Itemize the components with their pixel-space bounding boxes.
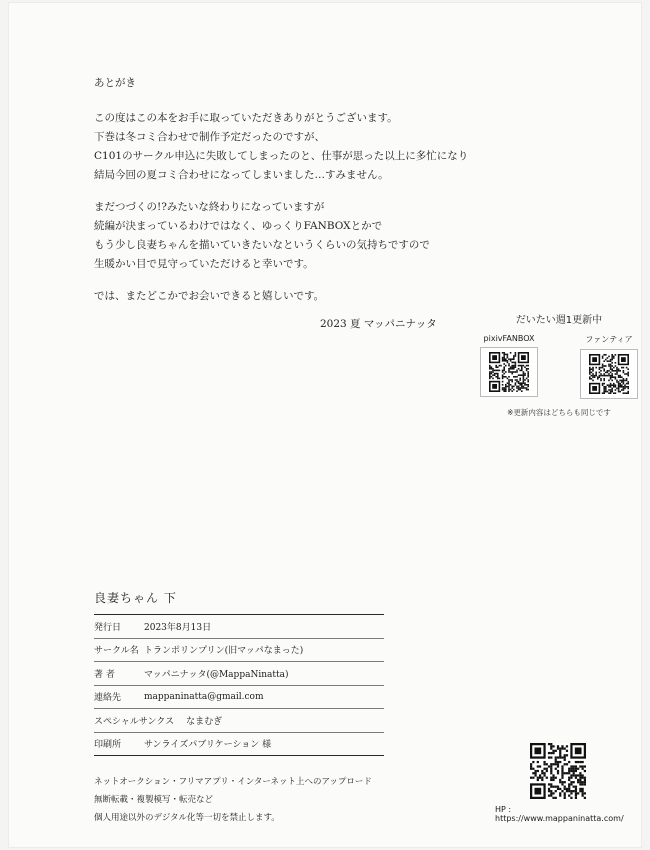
afterword-heading: あとがき [94, 77, 136, 89]
afterword-line: まだつづくの!?みたいな終わりになっていますが [94, 201, 325, 213]
colophon-value: 2023年8月13日 [144, 622, 212, 633]
colophon-key: 著 者 [94, 669, 115, 680]
notice-line: 無断転載・複製模写・転売など [94, 795, 214, 805]
colophon-row-contact [94, 686, 384, 710]
afterword-signature: 2023 夏 マッパニナッタ [320, 318, 437, 330]
promo-pixivfanbox [474, 334, 544, 399]
afterword-paragraph-2 [94, 198, 514, 274]
colophon-key: スペシャルサンクス [94, 716, 175, 727]
afterword-line: 続編が決まっているわけではなく、ゆっくりFANBOXとかで [94, 220, 383, 232]
colophon-row-author [94, 662, 384, 686]
promo-fantia [574, 334, 644, 399]
colophon-value: なまむぎ [186, 716, 223, 727]
notice-line: ネットオークション・フリマアプリ・インターネット上へのアップロード [94, 777, 372, 787]
colophon-title: 良妻ちゃん 下 [94, 591, 177, 605]
colophon-table [94, 614, 384, 756]
contact-email[interactable]: mappaninatta@gmail.com [144, 691, 264, 702]
pixivfanbox-qr-link[interactable] [480, 347, 538, 397]
colophon-row-thanks [94, 709, 384, 733]
promo-title: だいたい週1更新中 [515, 315, 603, 326]
promo-label-pixivfanbox: pixivFANBOX [483, 334, 535, 343]
afterword-paragraph-1 [94, 109, 514, 185]
fantia-qr-link[interactable] [580, 349, 638, 399]
afterword-line: では、またどこかでお会いできると嬉しいです。 [94, 290, 325, 302]
promo-note: ※更新内容はどちらも同じです [507, 408, 611, 417]
website-url[interactable]: HP : https://www.mappaninatta.com/ [495, 805, 624, 823]
qr-code-icon[interactable] [530, 743, 586, 799]
afterword-line: 結局今回の夏コミ合わせになってしまいました…すみません。 [94, 169, 389, 181]
copyright-notice [94, 773, 372, 827]
afterword-line: 生暖かい目で見守っていただけると幸いです。 [94, 258, 314, 270]
qr-code-icon [589, 354, 629, 394]
afterword-line: もう少し良妻ちゃんを描いていきたいなというくらいの気持ちですので [94, 239, 430, 251]
colophon-key: サークル名 [94, 646, 139, 657]
colophon-value: サンライズパブリケーション 様 [144, 740, 272, 751]
afterword-line: この度はこの本をお手に取っていただきありがとうございます。 [94, 112, 398, 124]
afterword [94, 74, 514, 319]
afterword-paragraph-3 [94, 287, 514, 306]
qr-code-icon [489, 352, 529, 392]
notice-line: 個人用途以外のデジタル化等一切を禁止します。 [94, 813, 280, 823]
colophon-row-date [94, 615, 384, 639]
colophon-row-circle [94, 639, 384, 663]
page [8, 2, 642, 848]
colophon-value: マッパニナッタ(@MappaNinatta) [144, 669, 289, 680]
colophon-key: 印刷所 [94, 740, 122, 751]
colophon-key: 連絡先 [94, 693, 122, 704]
colophon-key: 発行日 [94, 622, 122, 633]
fanbox-promo [470, 311, 648, 418]
colophon-value: トランポリンプリン(旧マッパなまった) [144, 646, 304, 657]
colophon-row-printer [94, 733, 384, 757]
promo-label-fantia: ファンティア [585, 335, 633, 344]
afterword-line: C101のサークル申込に失敗してしまったのと、仕事が思った以上に多忙になり [94, 150, 469, 162]
afterword-line: 下巻は冬コミ合わせで制作予定だったのですが、 [94, 131, 325, 143]
